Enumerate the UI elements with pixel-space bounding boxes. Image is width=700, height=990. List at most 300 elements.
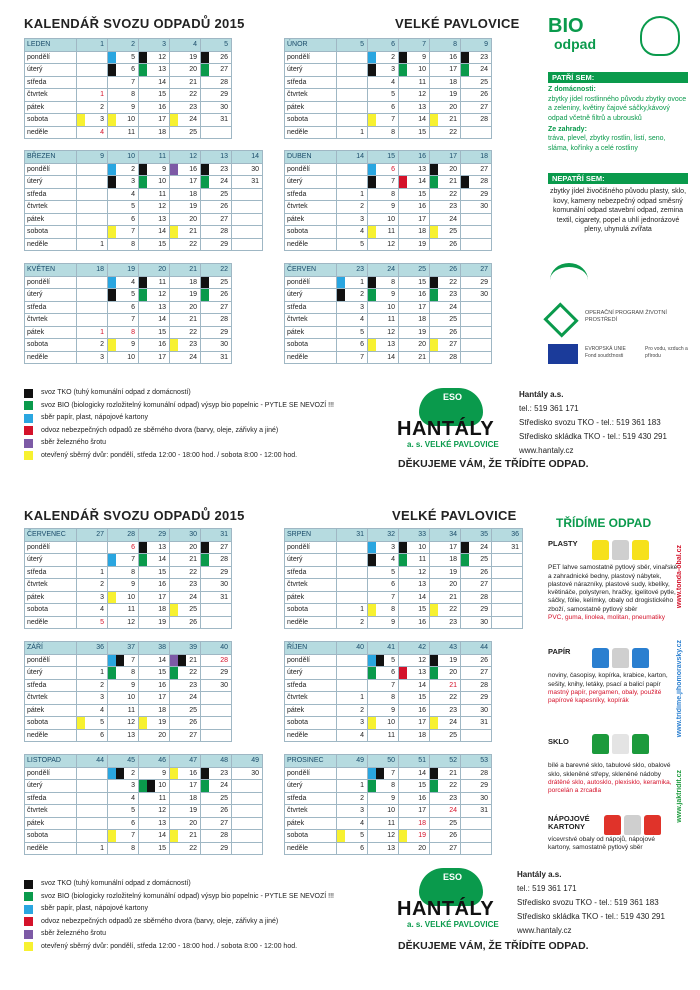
- day-name: sobota: [285, 339, 337, 352]
- day-number: 16: [418, 618, 426, 626]
- week-number: 46: [139, 755, 170, 768]
- day-cell: [201, 226, 232, 239]
- logo-name: HANTÁLY: [397, 898, 495, 920]
- day-cell: [399, 351, 430, 364]
- day-number: 23: [189, 581, 197, 589]
- legend-swatch: [24, 917, 33, 926]
- day-cell: [368, 692, 399, 705]
- day-cell: [430, 704, 461, 717]
- legend-swatch: [24, 880, 33, 889]
- collection-marker: [170, 768, 178, 780]
- day-number: 7: [391, 178, 395, 186]
- week-number: 11: [139, 151, 170, 164]
- day-number: 5: [391, 656, 395, 664]
- day-number: 26: [220, 53, 228, 61]
- contact-web[interactable]: www.hantaly.cz: [517, 926, 572, 935]
- day-cell: [170, 591, 201, 604]
- day-cell: [399, 163, 430, 176]
- day-cell: [430, 289, 461, 302]
- day-name: středa: [285, 679, 337, 692]
- day-cell: [77, 692, 108, 705]
- day-number: 2: [100, 681, 104, 689]
- week-number: 9: [77, 151, 108, 164]
- day-cell: [201, 213, 232, 226]
- legend-bottom: [24, 878, 334, 953]
- day-cell: [108, 163, 139, 176]
- day-cell: [139, 780, 170, 793]
- day-number: 7: [131, 656, 135, 664]
- day-number: 2: [360, 291, 364, 299]
- day-number: 21: [449, 681, 457, 689]
- legend-text: odvoz nebezpečných odpadů ze sběrného dvora (barvy, oleje, zářivky a jiné): [41, 917, 279, 925]
- day-cell: [368, 679, 399, 692]
- day-cell: [399, 792, 430, 805]
- week-number: 15: [368, 151, 399, 164]
- day-cell: [337, 616, 368, 629]
- day-number: 13: [158, 303, 166, 311]
- day-number: 23: [449, 291, 457, 299]
- day-cell: [77, 51, 108, 64]
- day-number: 10: [387, 303, 395, 311]
- day-cell: [399, 64, 430, 77]
- day-number: 17: [449, 66, 457, 74]
- day-number: 27: [449, 341, 457, 349]
- day-cell: [201, 842, 232, 855]
- day-cell: [461, 188, 492, 201]
- day-number: 4: [100, 706, 104, 714]
- day-cell: [201, 314, 232, 327]
- day-number: 1: [100, 568, 104, 576]
- day-cell: [430, 351, 461, 364]
- week-number: 18: [461, 151, 492, 164]
- day-cell: [337, 126, 368, 139]
- day-cell: [461, 89, 492, 102]
- day-cell: [461, 351, 492, 364]
- day-number: 9: [391, 794, 395, 802]
- day-number: 24: [220, 782, 228, 790]
- day-cell: [430, 579, 461, 592]
- day-name: úterý: [285, 780, 337, 793]
- week-number: 42: [399, 642, 430, 655]
- day-number: 3: [360, 215, 364, 223]
- day-cell: [77, 238, 108, 251]
- day-number: 2: [360, 203, 364, 211]
- month-table: [284, 38, 492, 139]
- logo-name: HANTÁLY: [397, 418, 495, 440]
- day-name: úterý: [25, 176, 77, 189]
- day-number: 8: [391, 606, 395, 614]
- day-number: 10: [387, 215, 395, 223]
- day-number: 3: [131, 782, 135, 790]
- bio-header: [548, 16, 688, 52]
- week-number: 37: [108, 642, 139, 655]
- day-cell: [399, 591, 430, 604]
- day-cell: [170, 226, 201, 239]
- week-number: 21: [170, 264, 201, 277]
- legend-text: svoz TKO (tuhý komunální odpad z domácností): [41, 880, 191, 887]
- day-cell: [170, 654, 201, 667]
- day-number: 9: [131, 341, 135, 349]
- day-number: 22: [189, 669, 197, 677]
- day-cell: [337, 717, 368, 730]
- collection-marker: [430, 114, 438, 126]
- day-cell: [170, 238, 201, 251]
- day-cell: [77, 101, 108, 114]
- day-cell: [108, 616, 139, 629]
- day-cell: [201, 326, 232, 339]
- day-name: čtvrtek: [285, 692, 337, 705]
- legend-item: [24, 400, 334, 413]
- month-table: [284, 641, 492, 742]
- web-jaktridit[interactable]: www.jaktridit.cz: [676, 770, 683, 823]
- day-cell: [337, 792, 368, 805]
- day-cell: [77, 201, 108, 214]
- day-cell: [201, 692, 232, 705]
- day-number: 15: [418, 128, 426, 136]
- day-number: 10: [387, 807, 395, 815]
- day-cell: [77, 289, 108, 302]
- day-number: 11: [418, 556, 426, 564]
- day-number: 14: [418, 769, 426, 777]
- day-number: 15: [418, 606, 426, 614]
- day-name: sobota: [285, 114, 337, 127]
- day-number: 1: [360, 782, 364, 790]
- day-number: 25: [220, 190, 228, 198]
- week-number: 19: [108, 264, 139, 277]
- collection-marker: [108, 339, 116, 351]
- day-cell: [461, 704, 492, 717]
- day-cell: [430, 679, 461, 692]
- apple-core-icon: [640, 16, 680, 56]
- day-cell: [430, 326, 461, 339]
- collection-marker: [178, 655, 186, 667]
- day-cell: [201, 238, 232, 251]
- day-cell: [368, 64, 399, 77]
- day-number: 28: [220, 832, 228, 840]
- week-number: 14: [337, 151, 368, 164]
- day-number: 19: [449, 656, 457, 664]
- day-cell: [368, 301, 399, 314]
- week-number: 49: [232, 755, 263, 768]
- day-name: pondělí: [25, 163, 77, 176]
- web-tridime[interactable]: www.tridime.jihomoravsky.cz: [676, 640, 683, 738]
- week-number: 40: [201, 642, 232, 655]
- day-number: 3: [100, 694, 104, 702]
- day-cell: [399, 51, 430, 64]
- day-number: 18: [189, 278, 197, 286]
- collection-marker: [399, 542, 407, 554]
- day-cell: [337, 830, 368, 843]
- day-number: 27: [220, 819, 228, 827]
- day-number: 3: [391, 66, 395, 74]
- day-number: 3: [100, 116, 104, 124]
- day-cell: [399, 554, 430, 567]
- day-cell: [77, 554, 108, 567]
- day-cell: [77, 704, 108, 717]
- day-number: 12: [158, 53, 166, 61]
- hantaly-logo: [397, 388, 515, 450]
- web-tonda[interactable]: www.tonda-obal.cz: [676, 545, 683, 609]
- day-number: 6: [131, 543, 135, 551]
- day-cell: [108, 704, 139, 717]
- day-number: 19: [189, 807, 197, 815]
- day-number: 24: [449, 303, 457, 311]
- day-number: 21: [189, 78, 197, 86]
- day-cell: [77, 351, 108, 364]
- day-number: 27: [449, 844, 457, 852]
- week-number: 25: [399, 264, 430, 277]
- week-number: 5: [201, 39, 232, 52]
- day-name: pondělí: [25, 276, 77, 289]
- week-number: 32: [368, 529, 399, 542]
- collection-marker: [108, 226, 116, 238]
- day-name: neděle: [25, 351, 77, 364]
- day-cell: [492, 591, 523, 604]
- day-cell: [232, 213, 263, 226]
- day-number: 23: [189, 341, 197, 349]
- day-cell: [77, 89, 108, 102]
- day-number: 12: [387, 832, 395, 840]
- day-cell: [461, 729, 492, 742]
- day-cell: [430, 213, 461, 226]
- collection-marker: [139, 780, 147, 792]
- month-name: LEDEN: [25, 39, 77, 52]
- legend-text: otevřený sběrný dvůr: pondělí, středa 12:00 - 18:00 hod. / sobota 8:00 - 12:00 hod.: [41, 942, 298, 950]
- day-number: 26: [220, 291, 228, 299]
- day-number: 25: [220, 278, 228, 286]
- bio-garden-text: tráva, plevel, zbytky rostlin, listí, seno, sláma, kořínky a celé rostliny: [548, 135, 666, 152]
- collection-marker: [430, 780, 438, 792]
- day-cell: [461, 679, 492, 692]
- day-cell: [139, 64, 170, 77]
- day-number: 4: [131, 190, 135, 198]
- day-name: sobota: [25, 830, 77, 843]
- day-number: 29: [220, 669, 228, 677]
- day-cell: [108, 301, 139, 314]
- day-cell: [461, 654, 492, 667]
- day-number: 13: [158, 66, 166, 74]
- day-number: 6: [131, 66, 135, 74]
- legend-item: [24, 891, 334, 904]
- day-cell: [139, 541, 170, 554]
- collection-marker: [368, 780, 376, 792]
- day-number: 4: [360, 316, 364, 324]
- day-number: 25: [449, 731, 457, 739]
- day-cell: [77, 654, 108, 667]
- day-number: 3: [360, 719, 364, 727]
- day-cell: [139, 238, 170, 251]
- day-name: pondělí: [25, 541, 77, 554]
- week-number: 47: [170, 755, 201, 768]
- day-cell: [399, 188, 430, 201]
- day-cell: [337, 554, 368, 567]
- day-number: 1: [100, 844, 104, 852]
- day-number: 3: [100, 593, 104, 601]
- day-name: středa: [25, 792, 77, 805]
- hantaly-logo-bottom: [397, 868, 515, 930]
- day-cell: [399, 780, 430, 793]
- day-cell: [461, 566, 492, 579]
- day-number: 14: [158, 832, 166, 840]
- day-name: čtvrtek: [285, 89, 337, 102]
- day-cell: [232, 188, 263, 201]
- day-number: 10: [127, 593, 135, 601]
- day-number: 29: [480, 694, 488, 702]
- day-cell: [461, 213, 492, 226]
- day-cell: [430, 188, 461, 201]
- day-number: 28: [480, 178, 488, 186]
- day-number: 25: [189, 706, 197, 714]
- contact-tel: tel.: 519 361 171: [517, 884, 577, 893]
- day-cell: [492, 579, 523, 592]
- week-number: 44: [77, 755, 108, 768]
- day-number: 23: [480, 53, 488, 61]
- collection-marker: [430, 176, 438, 188]
- day-number: 16: [418, 794, 426, 802]
- day-number: 9: [131, 103, 135, 111]
- day-number: 26: [480, 656, 488, 664]
- day-number: 9: [131, 681, 135, 689]
- day-number: 7: [391, 116, 395, 124]
- day-number: 21: [189, 556, 197, 564]
- day-number: 13: [418, 165, 426, 173]
- collection-marker: [368, 226, 376, 238]
- day-cell: [201, 729, 232, 742]
- day-name: úterý: [25, 780, 77, 793]
- collection-marker: [201, 52, 209, 64]
- day-cell: [430, 541, 461, 554]
- day-cell: [399, 692, 430, 705]
- day-number: 17: [418, 807, 426, 815]
- collection-marker: [430, 667, 438, 679]
- collection-marker: [201, 780, 209, 792]
- day-number: 22: [449, 694, 457, 702]
- day-cell: [461, 76, 492, 89]
- week-number: 26: [430, 264, 461, 277]
- day-cell: [77, 579, 108, 592]
- day-cell: [108, 188, 139, 201]
- day-name: pátek: [25, 213, 77, 226]
- day-number: 14: [158, 556, 166, 564]
- day-cell: [337, 729, 368, 742]
- day-number: 13: [418, 581, 426, 589]
- day-number: 17: [418, 719, 426, 727]
- day-number: 27: [220, 303, 228, 311]
- day-cell: [108, 780, 139, 793]
- week-number: 5: [337, 39, 368, 52]
- day-cell: [232, 842, 263, 855]
- day-name: pondělí: [25, 654, 77, 667]
- day-cell: [337, 679, 368, 692]
- day-cell: [77, 114, 108, 127]
- day-name: středa: [285, 76, 337, 89]
- day-cell: [461, 805, 492, 818]
- legend-swatch: [24, 892, 33, 901]
- day-number: 8: [391, 128, 395, 136]
- week-number: 24: [368, 264, 399, 277]
- day-number: 20: [449, 669, 457, 677]
- day-name: čtvrtek: [25, 805, 77, 818]
- day-number: 3: [360, 807, 364, 815]
- legend-item: [24, 412, 334, 425]
- day-cell: [399, 126, 430, 139]
- day-cell: [337, 101, 368, 114]
- day-number: 1: [360, 606, 364, 614]
- day-cell: [337, 579, 368, 592]
- day-cell: [430, 276, 461, 289]
- collection-marker: [368, 277, 376, 289]
- day-number: 18: [449, 78, 457, 86]
- week-number: 2: [108, 39, 139, 52]
- day-number: 24: [480, 66, 488, 74]
- week-number: 6: [368, 39, 399, 52]
- day-name: středa: [285, 566, 337, 579]
- papir-excluded: mastný papír, pergamen, obaly, použité papírové kapesníky, kopírák: [548, 688, 662, 705]
- week-number: 23: [337, 264, 368, 277]
- collection-marker: [108, 64, 116, 76]
- day-number: 18: [418, 731, 426, 739]
- legend-swatch: [24, 389, 33, 398]
- day-number: 4: [100, 128, 104, 136]
- day-number: 4: [360, 819, 364, 827]
- collection-marker: [337, 289, 345, 301]
- day-cell: [108, 289, 139, 302]
- day-cell: [399, 541, 430, 554]
- day-number: 20: [418, 844, 426, 852]
- day-number: 26: [449, 240, 457, 248]
- logo-eso: ESO: [443, 392, 463, 402]
- day-cell: [368, 226, 399, 239]
- month-name: BŘEZEN: [25, 151, 77, 164]
- day-number: 31: [220, 353, 228, 361]
- day-cell: [139, 817, 170, 830]
- day-number: 8: [131, 568, 135, 576]
- day-number: 18: [158, 128, 166, 136]
- thanks-bottom: DĚKUJEME VÁM, ŽE TŘÍDÍTE ODPAD.: [398, 940, 589, 952]
- day-name: neděle: [25, 729, 77, 742]
- day-name: pátek: [25, 326, 77, 339]
- day-name: neděle: [285, 126, 337, 139]
- day-number: 16: [418, 706, 426, 714]
- contact-web[interactable]: www.hantaly.cz: [519, 446, 574, 455]
- day-number: 1: [360, 190, 364, 198]
- day-number: 15: [418, 782, 426, 790]
- day-number: 29: [220, 844, 228, 852]
- day-number: 22: [449, 190, 457, 198]
- day-cell: [368, 76, 399, 89]
- week-number: 45: [108, 755, 139, 768]
- collection-marker: [139, 164, 147, 176]
- day-cell: [337, 351, 368, 364]
- day-number: 26: [189, 618, 197, 626]
- collection-marker: [108, 655, 116, 667]
- day-number: 6: [131, 819, 135, 827]
- day-number: 14: [418, 681, 426, 689]
- logo-sub: a. s. VELKÉ PAVLOVICE: [407, 920, 499, 929]
- day-cell: [139, 226, 170, 239]
- day-number: 12: [387, 240, 395, 248]
- day-cell: [108, 667, 139, 680]
- day-number: 20: [418, 341, 426, 349]
- day-name: úterý: [285, 176, 337, 189]
- day-cell: [201, 830, 232, 843]
- day-cell: [77, 541, 108, 554]
- day-number: 20: [189, 303, 197, 311]
- day-cell: [108, 76, 139, 89]
- collection-marker: [108, 667, 116, 679]
- day-number: 20: [189, 543, 197, 551]
- week-number: 43: [430, 642, 461, 655]
